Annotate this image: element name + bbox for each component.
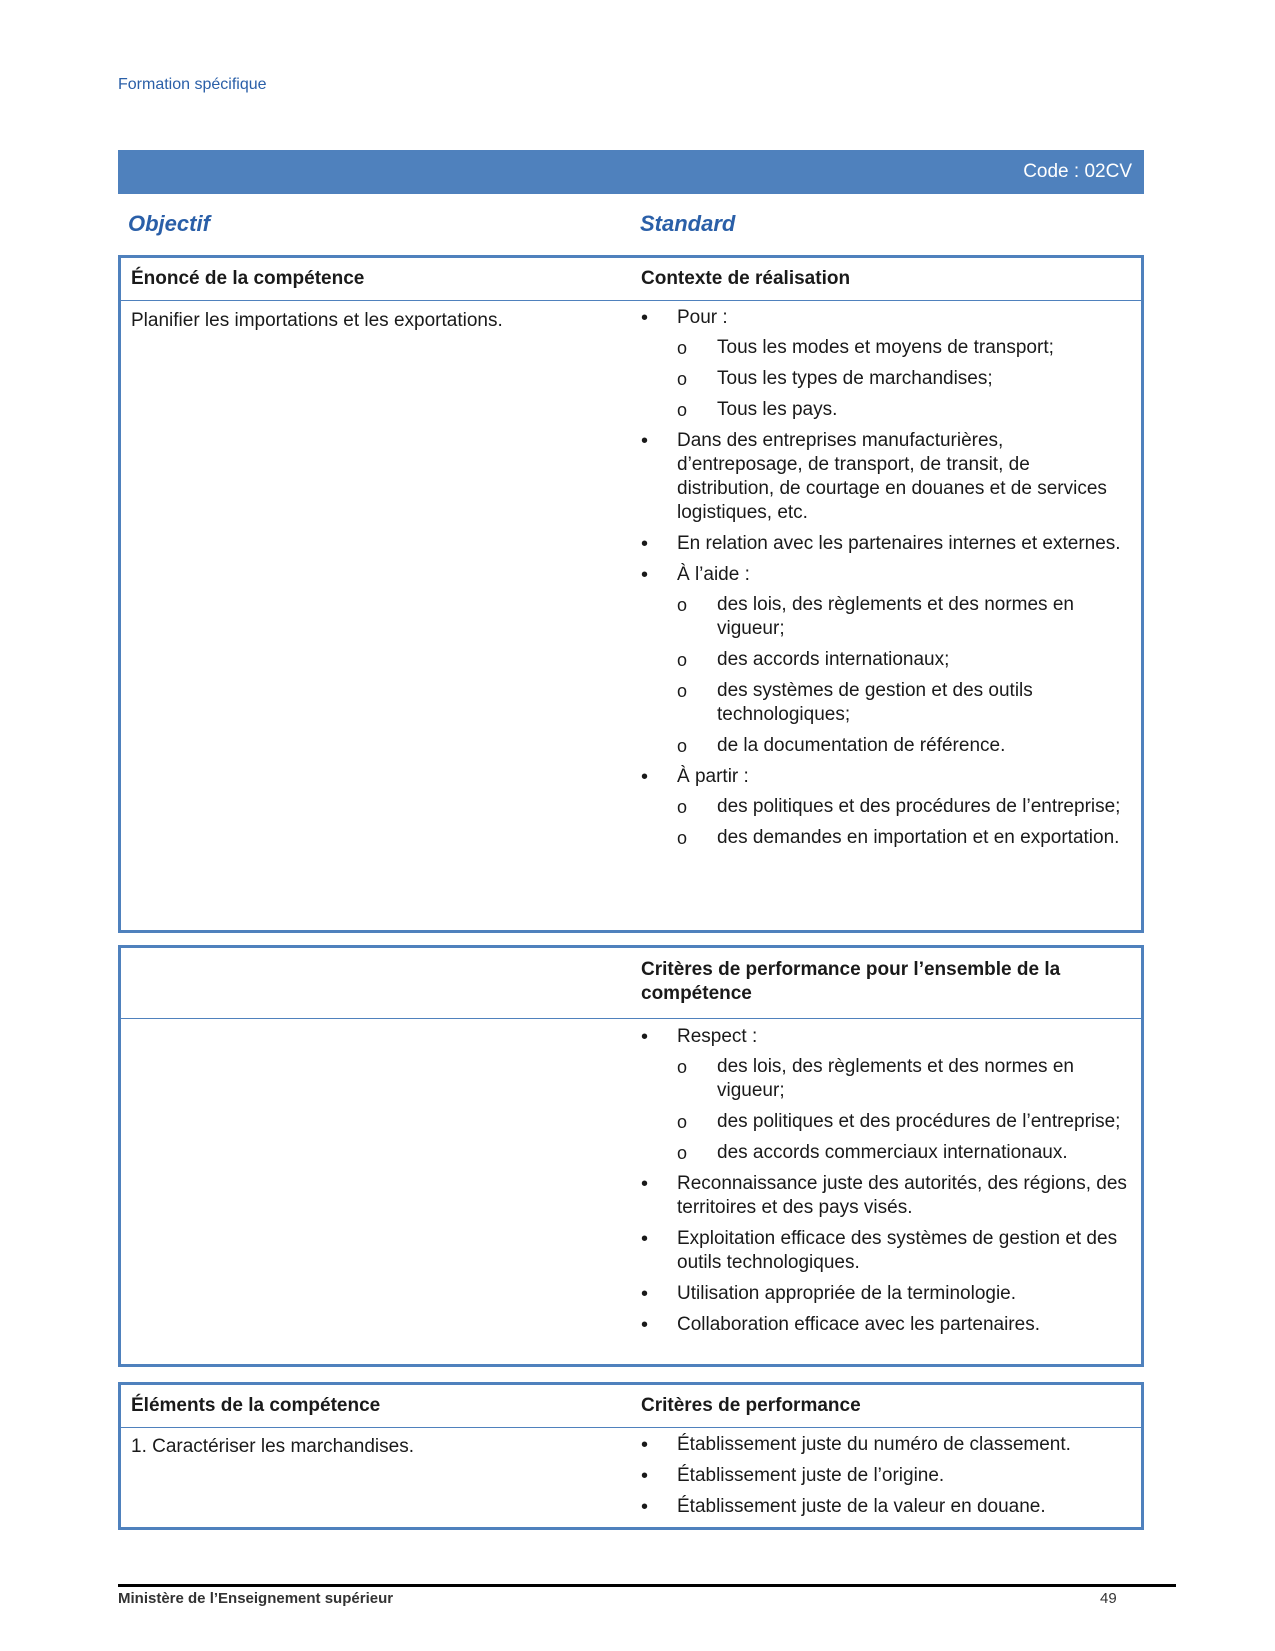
criteres-ensemble-header (121, 948, 1141, 1019)
sub-bullet-item: o des demandes en importation et en exportation. (677, 826, 1131, 850)
elements-table-header (121, 1385, 1141, 1428)
bullet-text: Collaboration efficace avec les partenaires. (677, 1314, 1040, 1335)
sub-list (677, 593, 1131, 758)
sub-bullet-item: o de la documentation de référence. (677, 734, 1131, 758)
code-label: Code : 02CV (1023, 161, 1132, 182)
bullet-text: À l’aide : (677, 564, 750, 585)
sub-bullet-item: o des accords internationaux; (677, 648, 1131, 672)
sub-list (677, 1055, 1131, 1165)
contexte-heading: Contexte de réalisation (641, 268, 851, 289)
bullet-item (641, 532, 1131, 556)
bullet-item (641, 1464, 1131, 1488)
criteres-ensemble-heading: Critères de performance pour l’ensemble de la compétence (641, 959, 1061, 1004)
bullet-text: Exploitation efficace des systèmes de gestion et des outils technologiques. (677, 1228, 1118, 1273)
bullet-text: Établissement juste de la valeur en douane. (677, 1496, 1046, 1517)
sub-bullet-item: o Tous les types de marchandises; (677, 367, 1131, 391)
bullet-text: Pour : (677, 307, 728, 328)
sub-bullet-item: o des politiques et des procédures de l’entreprise; (677, 1110, 1131, 1134)
code-bar (118, 150, 1144, 194)
standard-heading: Standard (640, 211, 736, 236)
bullet-item (641, 1433, 1131, 1457)
footer-rule (118, 1584, 1176, 1587)
sub-bullet-item: o Tous les modes et moyens de transport; (677, 336, 1131, 360)
bullet-text: Utilisation appropriée de la terminologie. (677, 1283, 1017, 1304)
bullet-item (641, 1227, 1131, 1275)
sub-list (677, 795, 1131, 850)
bullet-item (641, 1313, 1131, 1337)
sub-bullet-item: o des systèmes de gestion et des outils technologiques; (677, 679, 1131, 727)
program-label: Formation spécifique (118, 76, 267, 93)
bullet-text: En relation avec les partenaires internes et externes. (677, 533, 1121, 554)
enonce-heading: Énoncé de la compétence (131, 268, 365, 289)
sub-bullet-item: o des politiques et des procédures de l’entreprise; (677, 795, 1131, 819)
footer-ministry: Ministère de l’Enseignement supérieur (118, 1590, 394, 1607)
criteres-list (641, 1433, 1131, 1519)
objectif-heading: Objectif (128, 211, 210, 236)
sub-bullet-item: o Tous les pays. (677, 398, 1131, 422)
bullet-text: Établissement juste du numéro de classement. (677, 1434, 1071, 1455)
criteres-ensemble-list (641, 1025, 1131, 1337)
bullet-item (641, 1172, 1131, 1220)
contexte-list-container (641, 306, 1131, 857)
elements-heading: Éléments de la compétence (131, 1395, 381, 1416)
bullet-text: Reconnaissance juste des autorités, des régions, des territoires et des pays visés. (677, 1173, 1127, 1218)
sub-bullet-item: o des lois, des règlements et des normes en vigueur; (677, 1055, 1131, 1103)
contexte-list (641, 306, 1131, 850)
bullet-item (641, 765, 1131, 850)
elements-table (118, 1382, 1144, 1530)
competence-table (118, 255, 1144, 933)
bullet-item (641, 563, 1131, 758)
bullet-item (641, 1495, 1131, 1519)
page-number: 49 (1100, 1590, 1117, 1607)
bullet-item (641, 306, 1131, 422)
sub-list (677, 336, 1131, 422)
bullet-item (641, 429, 1131, 525)
competence-table-header (121, 258, 1141, 301)
bullet-text: Établissement juste de l’origine. (677, 1465, 945, 1486)
criteres-ensemble-table (118, 945, 1144, 1367)
criteres-list-container (641, 1433, 1131, 1526)
bullet-item (641, 1282, 1131, 1306)
sub-bullet-item: o des accords commerciaux internationaux. (677, 1141, 1131, 1165)
sub-bullet-item: o des lois, des règlements et des normes en vigueur; (677, 593, 1131, 641)
bullet-text: À partir : (677, 766, 749, 787)
bullet-text: Respect : (677, 1026, 758, 1047)
bullet-item (641, 1025, 1131, 1165)
enonce-text: Planifier les importations et les exportations. (131, 310, 503, 331)
criteres-ensemble-list-container (641, 1025, 1131, 1344)
element-1: 1. Caractériser les marchandises. (131, 1436, 414, 1457)
criteres-heading: Critères de performance (641, 1395, 861, 1416)
bullet-text: Dans des entreprises manufacturières, d’entreposage, de transport, de transit, de distribution, de courtage en douanes et de services logistiques, etc. (677, 430, 1107, 523)
